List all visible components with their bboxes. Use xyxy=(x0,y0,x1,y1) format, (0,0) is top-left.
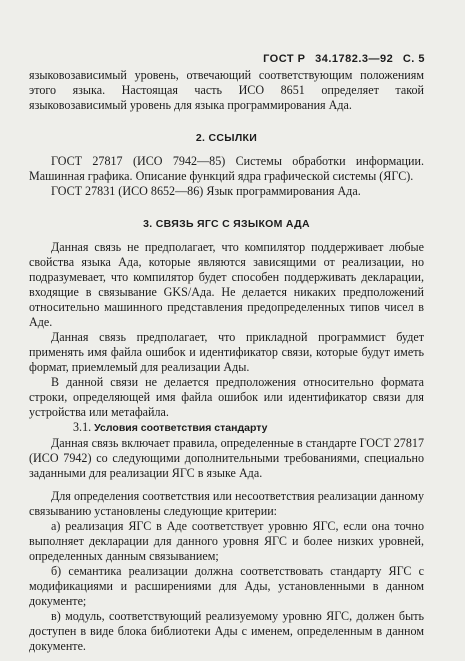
section-3-paragraph: Данная связь не предполагает, что компилятор поддерживает любые свойства языка Ада, которые являются зависящими от реализации, но подразумевает, что компилятор будет способен поддерживать декларации, входящие в связывание GKS/Ада. Не делается никаких предположений относительно машинного представления предопределенных типов чисел в Аде. xyxy=(29,240,424,329)
section-3-paragraph: В данной связи не делается предположения относительно формата строки, определяющей имя файла ошибок или идентификатор связи для устройства или метафайла. xyxy=(29,375,424,419)
page-header xyxy=(257,53,425,65)
subsection-paragraph: Данная связь включает правила, определенные в стандарте ГОСТ 27817 (ИСО 7942) со следующими дополнительными требованиями, специально заданными для реализации ЯГС в языке Ада. xyxy=(29,436,424,480)
section-3-paragraph: Данная связь предполагает, что прикладной программист будет применять имя файла ошибок и идентификатор связи, которые будут иметь формат, приемлемый для реализации Ады. xyxy=(29,330,424,374)
header-standard: ГОСТ Р xyxy=(263,53,306,65)
criterion-item: б) семантика реализации должна соответствовать стандарту ЯГС с модификациями и расширениями для Ады, установленными в данном документе; xyxy=(29,564,424,608)
subsection-number: 3.1. xyxy=(73,420,92,434)
subsection-title: Условия соответствия стандарту xyxy=(94,422,268,434)
section-2-title: 2. ССЫЛКИ xyxy=(195,132,258,144)
criterion-item: а) реализация ЯГС в Аде соответствует уровню ЯГС, если она точно выполняет декларации для данного уровня ЯГС и более низких уровней, определенных данным связыванием; xyxy=(29,519,424,563)
intro-paragraph: языковозависимый уровень, отвечающий соответствующим положениям этого языка. Настоящая часть ИСО 8651 определяет такой языковозависимый уровень для языка программирования Ада. xyxy=(29,68,424,112)
header-number: 34.1782.3—92 xyxy=(315,53,394,65)
document-body xyxy=(29,68,424,654)
reference-item: ГОСТ 27817 (ИСО 7942—85) Системы обработки информации. Машинная графика. Описание функций ядра графической системы (ЯГС). xyxy=(29,154,424,183)
subsection-heading xyxy=(29,420,424,436)
subsection-paragraph: Для определения соответствия или несоответствия реализации данному связыванию установлены следующие критерии: xyxy=(29,489,424,518)
reference-item: ГОСТ 27831 (ИСО 8652—86) Язык программирования Ада. xyxy=(51,184,361,198)
section-3-title: 3. СВЯЗЬ ЯГС С ЯЗЫКОМ АДА xyxy=(143,218,310,230)
criterion-item: в) модуль, соответствующий реализуемому уровню ЯГС, должен быть доступен в виде блока библиотеки Ады с именем, определенным в данном документе. xyxy=(29,609,424,653)
header-page-number: С. 5 xyxy=(402,53,425,65)
